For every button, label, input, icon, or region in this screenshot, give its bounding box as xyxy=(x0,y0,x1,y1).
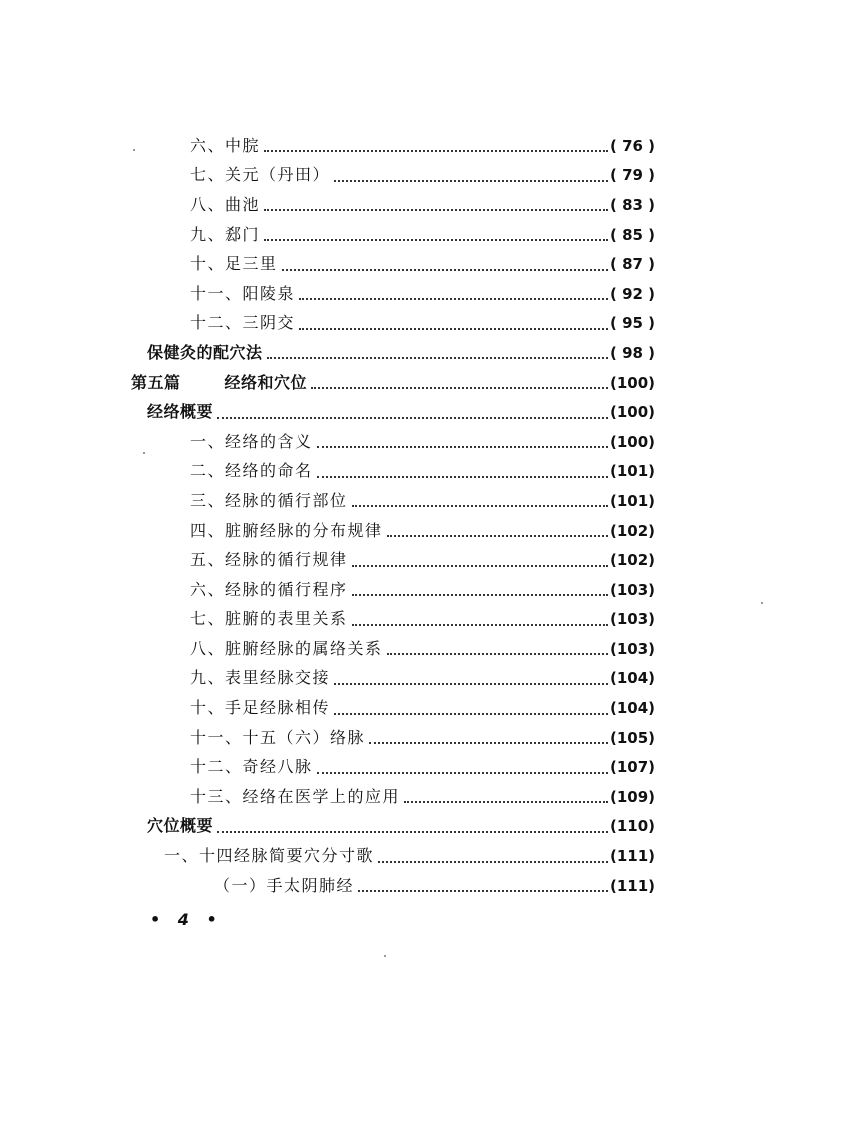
toc-entry-title: 保健灸的配穴法 xyxy=(147,342,263,362)
toc-page-number: ( 95 ) xyxy=(610,314,656,333)
toc-entry xyxy=(0,664,866,694)
toc-entry-title: 四、脏腑经脉的分布规律 xyxy=(190,520,383,540)
toc-entry xyxy=(0,634,866,664)
toc-page-number: (104) xyxy=(610,699,656,718)
toc-entry-title: 穴位概要 xyxy=(147,816,214,836)
toc-entry-title: 三、经脉的循行部位 xyxy=(190,490,348,510)
toc-entry-title: 十二、奇经八脉 xyxy=(190,757,313,777)
toc-entry-title: 十一、十五（六）络脉 xyxy=(190,727,366,747)
scan-speck xyxy=(143,452,145,454)
toc-page-number: ( 98 ) xyxy=(610,343,656,362)
toc-entry-title: 八、脏腑经脉的属络关系 xyxy=(190,638,383,658)
leader-dots xyxy=(334,169,608,182)
toc-entry xyxy=(0,131,866,161)
toc-page-number: (105) xyxy=(610,728,656,747)
toc-entry xyxy=(0,782,866,812)
leader-dots xyxy=(217,406,608,419)
leader-dots xyxy=(217,820,608,833)
toc-section-entry xyxy=(0,812,866,842)
toc-entry xyxy=(0,545,866,575)
toc-page-number: (104) xyxy=(610,669,656,688)
scan-speck xyxy=(761,602,763,604)
toc-page-number: (102) xyxy=(610,551,656,570)
toc-entry xyxy=(0,161,866,191)
toc-entry xyxy=(0,575,866,605)
leader-dots xyxy=(352,494,608,507)
toc-entry-title: 六、经脉的循行程序 xyxy=(190,579,348,599)
toc-entry-title: 八、曲池 xyxy=(190,194,261,214)
toc-page-number: ( 87 ) xyxy=(610,255,656,274)
toc-page-number: ( 85 ) xyxy=(610,225,656,244)
leader-dots xyxy=(378,850,608,863)
scan-speck xyxy=(133,149,135,151)
toc-entry-title: 经络概要 xyxy=(147,402,214,422)
leader-dots xyxy=(334,672,608,685)
toc-entry-title: 七、脏腑的表里关系 xyxy=(190,609,348,629)
leader-dots xyxy=(352,583,608,596)
toc-entry-title: 六、中脘 xyxy=(190,135,261,155)
toc-entry-title: 二、经络的命名 xyxy=(190,461,313,481)
toc-page-number: (107) xyxy=(610,758,656,777)
toc-page-number: (103) xyxy=(610,639,656,658)
toc-part-heading xyxy=(0,368,866,398)
toc-entry xyxy=(0,427,866,457)
toc-entry-title: 九、郄门 xyxy=(190,224,261,244)
toc-entry xyxy=(0,249,866,279)
toc-entry xyxy=(0,486,866,516)
toc-entry-title: 一、十四经脉简要穴分寸歌 xyxy=(164,846,375,866)
toc-part-label: 第五篇 xyxy=(131,372,181,392)
leader-dots xyxy=(282,258,608,271)
leader-dots xyxy=(264,228,608,241)
toc-entry xyxy=(0,693,866,723)
toc-entry xyxy=(0,752,866,782)
toc-entry xyxy=(0,841,866,871)
leader-dots xyxy=(334,702,608,715)
toc-entry xyxy=(0,279,866,309)
toc-entry xyxy=(0,723,866,753)
toc-entry xyxy=(0,457,866,487)
leader-dots xyxy=(264,198,608,211)
toc-page-number: (101) xyxy=(610,491,656,510)
leader-dots xyxy=(299,287,608,300)
toc-page-number: (103) xyxy=(610,610,656,629)
toc-entry-title: （一）手太阴肺经 xyxy=(214,875,355,895)
toc-entry-title: 十、足三里 xyxy=(190,254,278,274)
toc-entry xyxy=(0,220,866,250)
toc-entry-title: 十二、三阴交 xyxy=(190,313,296,333)
toc-entry-title: 十一、阳陵泉 xyxy=(190,283,296,303)
toc-section-entry xyxy=(0,397,866,427)
page-number: • 4 • xyxy=(150,910,223,929)
toc-entry xyxy=(0,190,866,220)
leader-dots xyxy=(358,879,608,892)
toc-page-number: (100) xyxy=(610,373,656,392)
scan-speck xyxy=(384,955,386,957)
toc-page-number: ( 83 ) xyxy=(610,195,656,214)
leader-dots xyxy=(352,613,608,626)
leader-dots xyxy=(317,435,608,448)
toc-page-number: ( 76 ) xyxy=(610,136,656,155)
toc-entry-title: 十、手足经脉相传 xyxy=(190,698,331,718)
toc-entry-title: 五、经脉的循行规律 xyxy=(190,550,348,570)
leader-dots xyxy=(311,376,608,389)
leader-dots xyxy=(369,731,608,744)
toc-page-number: (111) xyxy=(610,847,656,866)
toc-entry xyxy=(0,871,866,901)
toc-page-number: (101) xyxy=(610,462,656,481)
toc-entry-title: 一、经络的含义 xyxy=(190,431,313,451)
leader-dots xyxy=(317,761,608,774)
leader-dots xyxy=(404,790,608,803)
toc-page-number: (109) xyxy=(610,787,656,806)
toc-page-number: (110) xyxy=(610,817,656,836)
toc-entry xyxy=(0,309,866,339)
toc-entry-title: 十三、经络在医学上的应用 xyxy=(190,786,401,806)
toc-page-number: ( 92 ) xyxy=(610,284,656,303)
leader-dots xyxy=(387,524,608,537)
leader-dots xyxy=(299,317,608,330)
toc-entry xyxy=(0,605,866,635)
toc-page-number: (100) xyxy=(610,403,656,422)
toc-section-entry xyxy=(0,338,866,368)
toc-page-number: (100) xyxy=(610,432,656,451)
toc-entry-title: 七、关元（丹田） xyxy=(190,165,331,185)
table-of-contents xyxy=(0,131,866,900)
toc-page-number: (111) xyxy=(610,876,656,895)
toc-page-number: (103) xyxy=(610,580,656,599)
leader-dots xyxy=(352,554,608,567)
toc-page-number: ( 79 ) xyxy=(610,166,656,185)
toc-entry-title: 经络和穴位 xyxy=(224,372,308,392)
leader-dots xyxy=(317,465,608,478)
toc-entry-title: 九、表里经脉交接 xyxy=(190,668,331,688)
leader-dots xyxy=(387,642,608,655)
toc-entry xyxy=(0,516,866,546)
leader-dots xyxy=(267,346,608,359)
leader-dots xyxy=(264,139,608,152)
toc-page-number: (102) xyxy=(610,521,656,540)
